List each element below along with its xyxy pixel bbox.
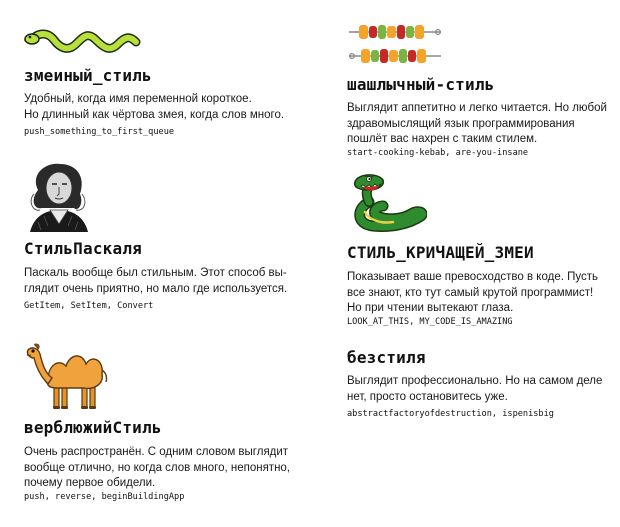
angry-snake-icon <box>347 172 427 234</box>
style-example: abstractfactoryofdestruction, ispenisbig <box>347 409 554 419</box>
style-title: СТИЛЬ_КРИЧАЩЕЙ_ЗМЕИ <box>347 243 534 262</box>
style-description: Показывает ваше превосходство в коде. Пусть все знают, кто тут самый крутой программист! Но при чтении вытекают глаза. <box>347 271 599 314</box>
style-description: Выглядит аппетитно и легко читается. Но любой здравомыслящий язык программирования пошлёт вас нахрен с таким стилем. <box>347 102 607 145</box>
style-example: push, reverse, beginBuildingApp <box>24 492 185 502</box>
snake-icon <box>24 26 144 58</box>
style-title: шашлычный-стиль <box>347 75 495 94</box>
pascal-portrait <box>24 160 92 232</box>
style-title: безстиля <box>347 348 426 367</box>
style-description: Очень распространён. С одним словом выглядит вообще отлично, но когда слов много, непонятно, почему первое обидели. <box>24 446 291 489</box>
style-title: верблюжийСтиль <box>24 418 162 437</box>
style-example: GetItem, SetItem, Convert <box>24 301 154 311</box>
style-description: Паскаль вообще был стильным. Этот способ вы- глядит очень приятно, но мало где используется. <box>24 267 288 295</box>
style-description: Выглядит профессионально. Но на самом деле нет, просто остановитесь уже. <box>347 375 603 403</box>
style-example: start-cooking-kebab, are-you-insane <box>347 148 529 158</box>
camel-icon <box>24 340 110 412</box>
style-example: push_something_to_first_queue <box>24 127 175 137</box>
style-title: СтильПаскаля <box>24 239 142 258</box>
style-example: LOOK_AT_THIS, MY_CODE_IS_AMAZING <box>347 317 513 327</box>
kebab-icon <box>347 20 443 68</box>
style-title: змеиный_стиль <box>24 66 152 85</box>
style-description: Удобный, когда имя переменной короткое. Но длинный как чёртова змея, когда слов много. <box>24 93 285 121</box>
